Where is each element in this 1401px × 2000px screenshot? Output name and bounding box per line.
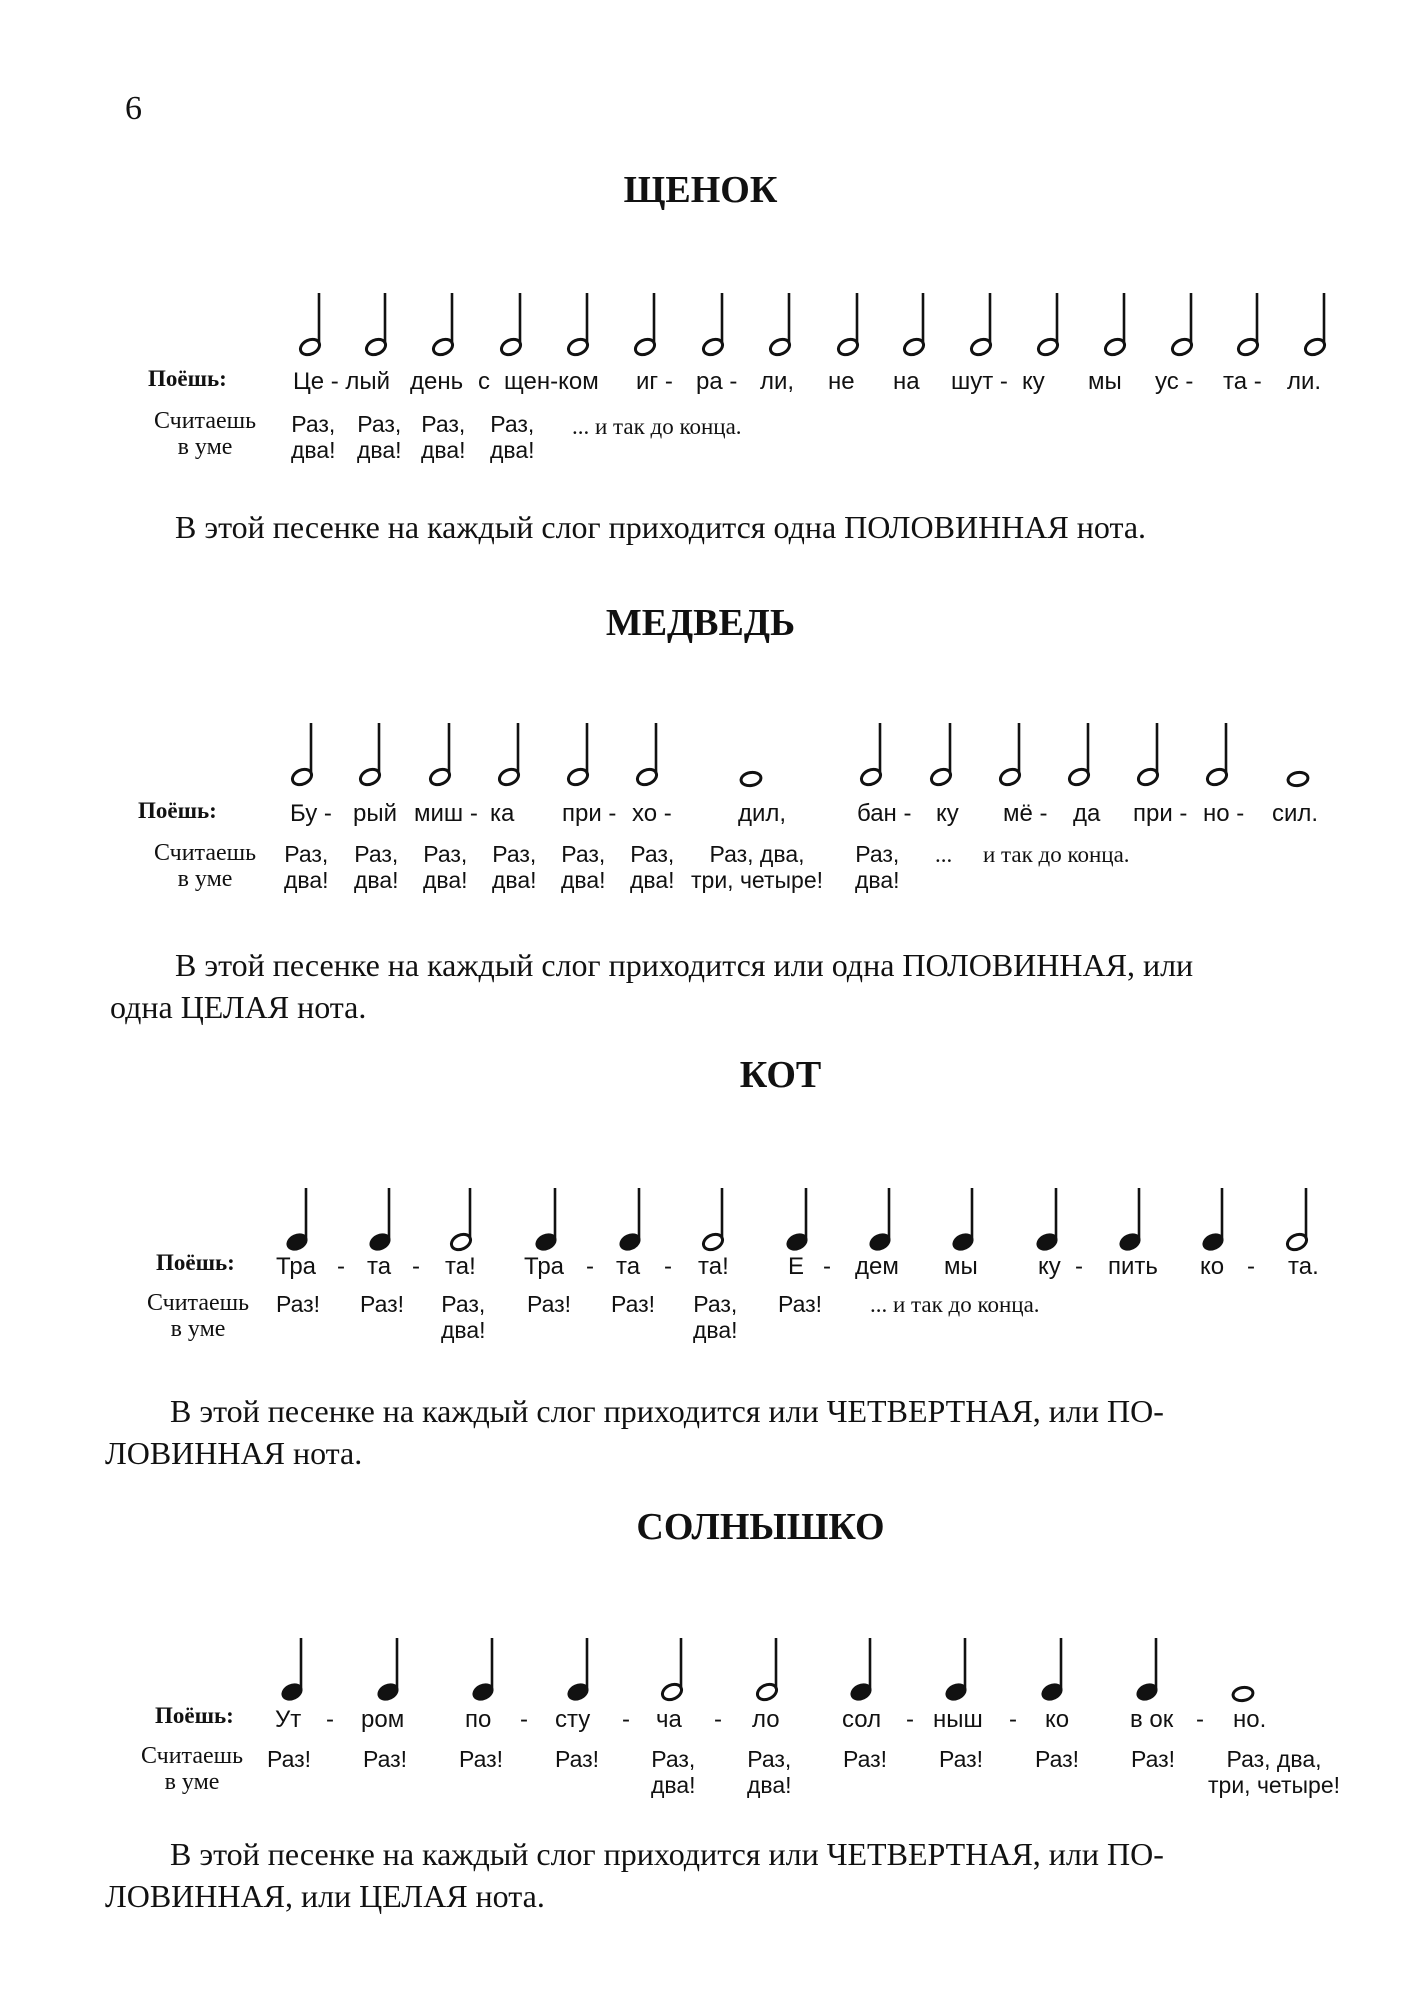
whole-note-icon	[1232, 1686, 1254, 1702]
quarter-note-icon	[534, 1188, 558, 1253]
syllable: -	[1247, 1253, 1255, 1280]
quarter-note-icon	[471, 1638, 495, 1703]
syllable: Тра	[524, 1253, 565, 1280]
quarter-note-icon	[566, 1638, 590, 1703]
syllable: сту	[555, 1706, 591, 1733]
half-note-icon	[755, 1638, 779, 1703]
half-note-icon	[1036, 293, 1060, 358]
syllable: по	[465, 1706, 492, 1733]
notes-row-sun	[0, 1630, 1401, 1710]
notes-row-puppy	[0, 285, 1401, 365]
syllable: при -	[1133, 800, 1188, 827]
half-note-icon	[1236, 293, 1260, 358]
count-item: Раз!	[360, 1291, 405, 1317]
half-note-icon	[768, 293, 792, 358]
sing-label: Поёшь:	[156, 1250, 235, 1275]
syllable: та	[616, 1253, 641, 1280]
syllable: дил,	[738, 800, 787, 827]
syllable: ли,	[760, 368, 795, 395]
half-note-icon	[701, 1188, 725, 1253]
half-note-icon	[364, 293, 388, 358]
count-item: Раз, два!	[423, 841, 468, 893]
half-note-icon	[635, 723, 659, 788]
syllable: ра -	[696, 368, 738, 395]
count-item: Раз!	[843, 1746, 888, 1772]
syllable: та	[367, 1253, 392, 1280]
syllable: Е	[788, 1253, 805, 1280]
half-note-icon	[969, 293, 993, 358]
syllable: ко	[1200, 1253, 1225, 1280]
syllable: -	[586, 1253, 594, 1280]
syllable: Тра	[276, 1253, 317, 1280]
syllable: -	[714, 1706, 722, 1733]
syllable: сил.	[1272, 800, 1319, 827]
quarter-note-icon	[1201, 1188, 1225, 1253]
quarter-note-icon	[618, 1188, 642, 1253]
count-item: Раз, два!	[421, 411, 466, 463]
count-item: Раз, два!	[651, 1746, 696, 1798]
half-note-icon	[358, 723, 382, 788]
quarter-note-icon	[849, 1638, 873, 1703]
syllable: хо -	[632, 800, 672, 827]
explanation-paragraph: В этой песенке на каждый слог приходится или ЧЕТВЕРТНАЯ, или ПО- ЛОВИННАЯ нота.	[105, 1393, 1164, 1471]
syllable: на	[893, 368, 920, 395]
syllable: -	[1075, 1253, 1083, 1280]
count-item: Раз!	[1035, 1746, 1080, 1772]
quarter-note-icon	[1035, 1188, 1059, 1253]
half-note-icon	[449, 1188, 473, 1253]
syllable: та.	[1288, 1253, 1319, 1280]
half-note-icon	[1103, 293, 1127, 358]
count-item: Раз, два!	[561, 841, 606, 893]
count-item: Раз, два, три, четыре!	[691, 841, 824, 893]
half-note-icon	[566, 723, 590, 788]
sing-label: Поёшь:	[138, 798, 217, 823]
whole-note-icon	[1287, 771, 1309, 787]
half-note-icon	[431, 293, 455, 358]
half-note-icon	[998, 723, 1022, 788]
syllable: та!	[698, 1253, 729, 1280]
syllable: -	[906, 1706, 914, 1733]
quarter-note-icon	[951, 1188, 975, 1253]
syllable: ром	[361, 1706, 405, 1733]
half-note-icon	[497, 723, 521, 788]
page-number: 6	[125, 90, 142, 127]
count-item: Раз, два!	[747, 1746, 792, 1798]
count-item: Раз, два!	[291, 411, 336, 463]
count-item: Раз!	[778, 1291, 823, 1317]
syllable: день	[410, 368, 464, 395]
syllable: да	[1073, 800, 1101, 827]
count-item: Раз, два!	[490, 411, 535, 463]
song-title-sun: СОЛНЫШКО	[636, 1506, 885, 1548]
syllable: ко	[1045, 1706, 1070, 1733]
count-item: Раз, два!	[441, 1291, 486, 1343]
syllable: -	[1196, 1706, 1204, 1733]
etc-dots: ...	[935, 842, 953, 867]
syllable: шут -	[951, 368, 1008, 395]
etc-text: ... и так до конца.	[572, 414, 742, 439]
half-note-icon	[428, 723, 452, 788]
syllable: ка	[490, 800, 515, 827]
count-label: Считаешь в уме	[153, 408, 257, 460]
syllable: иг -	[636, 368, 673, 395]
sing-label: Поёшь:	[148, 366, 227, 391]
count-item: Раз!	[939, 1746, 984, 1772]
count-item: Раз!	[267, 1746, 312, 1772]
song-title-bear: МЕДВЕДЬ	[605, 602, 796, 644]
half-note-icon	[298, 293, 322, 358]
count-item: Раз!	[611, 1291, 656, 1317]
count-item: Раз, два!	[357, 411, 402, 463]
syllable: но.	[1233, 1706, 1267, 1733]
half-note-icon	[1285, 1188, 1309, 1253]
half-note-icon	[633, 293, 657, 358]
notes-row-bear	[0, 715, 1401, 795]
count-label: Считаешь в уме	[146, 1290, 250, 1342]
explanation-paragraph: В этой песенке на каждый слог приходится одна ПОЛОВИННАЯ нота.	[175, 509, 1147, 545]
syllable: Ут	[275, 1706, 302, 1733]
etc-text: ... и так до конца.	[870, 1292, 1040, 1317]
syllable: при -	[562, 800, 617, 827]
syllable: ныш	[933, 1706, 983, 1733]
syllable: бан -	[857, 800, 912, 827]
syllable: Це - лый	[293, 368, 391, 395]
count-item: Раз, два!	[855, 841, 900, 893]
syllable: -	[1009, 1706, 1017, 1733]
half-note-icon	[290, 723, 314, 788]
quarter-note-icon	[944, 1638, 968, 1703]
syllable: рый	[353, 800, 398, 827]
quarter-note-icon	[1118, 1188, 1142, 1253]
syllable: ус -	[1155, 368, 1194, 395]
song-title-cat: КОТ	[739, 1054, 822, 1096]
quarter-note-icon	[280, 1638, 304, 1703]
syllable: ча	[656, 1706, 682, 1733]
syllable: -	[326, 1706, 334, 1733]
count-item: Раз, два!	[630, 841, 675, 893]
quarter-note-icon	[1135, 1638, 1159, 1703]
half-note-icon	[701, 293, 725, 358]
count-item: Раз!	[1131, 1746, 1176, 1772]
half-note-icon	[1136, 723, 1160, 788]
count-item: Раз, два, три, четыре!	[1208, 1746, 1341, 1798]
count-item: Раз, два!	[693, 1291, 738, 1343]
count-item: Раз!	[527, 1291, 572, 1317]
syllable: та -	[1223, 368, 1262, 395]
count-item: Раз, два!	[284, 841, 329, 893]
syllable: миш -	[414, 800, 478, 827]
syllable: мё -	[1003, 800, 1048, 827]
syllable: дем	[855, 1253, 899, 1280]
count-item: Раз, два!	[492, 841, 537, 893]
half-note-icon	[929, 723, 953, 788]
explanation-paragraph: В этой песенке на каждый слог приходится или ЧЕТВЕРТНАЯ, или ПО- ЛОВИННАЯ, или ЦЕЛАЯ нота.	[105, 1836, 1164, 1914]
syllable: -	[520, 1706, 528, 1733]
half-note-icon	[902, 293, 926, 358]
half-note-icon	[499, 293, 523, 358]
syllable: -	[664, 1253, 672, 1280]
etc-text: и так до конца.	[983, 842, 1130, 867]
count-item: Раз!	[459, 1746, 504, 1772]
quarter-note-icon	[785, 1188, 809, 1253]
notes-row-cat	[0, 1180, 1401, 1260]
syllable: но -	[1203, 800, 1245, 827]
count-item: Раз!	[555, 1746, 600, 1772]
song-title-puppy: ЩЕНОК	[623, 169, 778, 211]
syllable: пить	[1108, 1253, 1158, 1280]
half-note-icon	[1067, 723, 1091, 788]
syllable: -	[622, 1706, 630, 1733]
half-note-icon	[1205, 723, 1229, 788]
count-item: Раз, два!	[354, 841, 399, 893]
syllable: -	[412, 1253, 420, 1280]
half-note-icon	[1170, 293, 1194, 358]
sing-label: Поёшь:	[155, 1703, 234, 1728]
quarter-note-icon	[1040, 1638, 1064, 1703]
syllable: -	[337, 1253, 345, 1280]
quarter-note-icon	[868, 1188, 892, 1253]
count-item: Раз!	[276, 1291, 321, 1317]
count-item: Раз!	[363, 1746, 408, 1772]
syllable: -	[823, 1253, 831, 1280]
syllable: ли.	[1287, 368, 1322, 395]
quarter-note-icon	[368, 1188, 392, 1253]
count-label: Считаешь в уме	[153, 840, 257, 892]
whole-note-icon	[740, 771, 762, 787]
syllable: ку	[936, 800, 959, 827]
half-note-icon	[660, 1638, 684, 1703]
explanation-paragraph: В этой песенке на каждый слог приходится или одна ПОЛОВИННАЯ, или одна ЦЕЛАЯ нота.	[110, 947, 1194, 1025]
syllable: ку	[1038, 1253, 1061, 1280]
half-note-icon	[836, 293, 860, 358]
syllable: та!	[445, 1253, 476, 1280]
syllable: мы	[1088, 368, 1122, 395]
half-note-icon	[1303, 293, 1327, 358]
syllable: ло	[752, 1706, 780, 1733]
syllable: мы	[944, 1253, 978, 1280]
quarter-note-icon	[285, 1188, 309, 1253]
syllable: в ок	[1130, 1706, 1174, 1733]
count-label: Считаешь в уме	[140, 1743, 244, 1795]
syllable: щен-ком	[504, 368, 599, 395]
syllable: с	[478, 368, 490, 395]
syllable: сол	[842, 1706, 882, 1733]
half-note-icon	[859, 723, 883, 788]
quarter-note-icon	[376, 1638, 400, 1703]
syllable: Бу -	[290, 800, 332, 827]
syllable: ку	[1022, 368, 1045, 395]
half-note-icon	[566, 293, 590, 358]
syllable: не	[828, 368, 855, 395]
